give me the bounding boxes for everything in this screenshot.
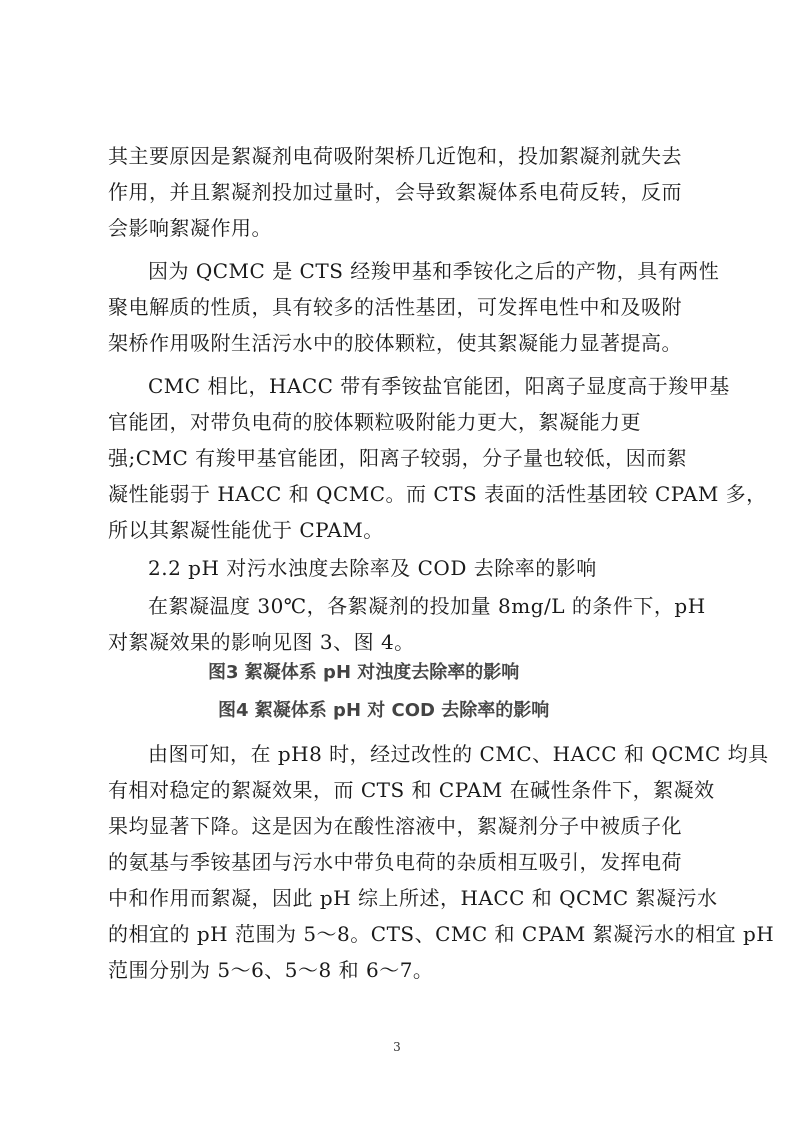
paragraph-2-line-1: 因为 QCMC 是 CTS 经羧甲基和季铵化之后的产物，具有两性 <box>148 259 720 283</box>
paragraph-1-line-3: 会影响絮凝作用。 <box>108 216 272 240</box>
paragraph-4-line-2: 对絮凝效果的影响见图 3、图 4。 <box>108 630 415 654</box>
paragraph-2-line-3: 架桥作用吸附生活污水中的胶体颗粒，使其絮凝能力显著提高。 <box>108 331 682 355</box>
page-number: 3 <box>393 1040 401 1054</box>
paragraph-3-line-5: 所以其絮凝性能优于 CPAM。 <box>108 518 384 542</box>
figure-4-caption: 图4 絮凝体系 pH 对 COD 去除率的影响 <box>218 700 550 721</box>
paragraph-2-line-2: 聚电解质的性质，具有较多的活性基团，可发挥电性中和及吸附 <box>108 295 682 319</box>
paragraph-3-line-2: 官能团，对带负电荷的胶体颗粒吸附能力更大，絮凝能力更 <box>108 410 641 434</box>
figure-3-caption: 图3 絮凝体系 pH 对浊度去除率的影响 <box>208 662 520 683</box>
paragraph-1-line-1: 其主要原因是絮凝剂电荷吸附架桥几近饱和，投加絮凝剂就失去 <box>108 144 682 168</box>
paragraph-5-line-3: 果均显著下降。这是因为在酸性溶液中，絮凝剂分子中被质子化 <box>108 814 682 838</box>
paragraph-3-line-1: CMC 相比，HACC 带有季铵盐官能团，阳离子显度高于羧甲基 <box>148 374 730 398</box>
paragraph-4-line-1: 在絮凝温度 30℃，各絮凝剂的投加量 8mg/L 的条件下，pH <box>148 594 706 618</box>
section-heading: 2.2 pH 对污水浊度去除率及 COD 去除率的影响 <box>148 556 597 580</box>
paragraph-5-line-4: 的氨基与季铵基团与污水中带负电荷的杂质相互吸引，发挥电荷 <box>108 850 682 874</box>
paragraph-5-line-5: 中和作用而絮凝，因此 pH 综上所述，HACC 和 QCMC 絮凝污水 <box>108 886 718 910</box>
paragraph-3-line-4: 凝性能弱于 HACC 和 QCMC。而 CTS 表面的活性基团较 CPAM 多， <box>108 482 767 506</box>
paragraph-5-line-1: 由图可知，在 pH8 时，经过改性的 CMC、HACC 和 QCMC 均具 <box>148 742 769 766</box>
paragraph-1-line-2: 作用，并且絮凝剂投加过量时，会导致絮凝体系电荷反转，反而 <box>108 180 682 204</box>
paragraph-5-line-7: 范围分别为 5～6、5～8 和 6～7。 <box>108 958 434 982</box>
paragraph-5-line-6: 的相宜的 pH 范围为 5～8。CTS、CMC 和 CPAM 絮凝污水的相宜 pH <box>108 922 775 946</box>
paragraph-3-line-3: 强;CMC 有羧甲基官能团，阳离子较弱，分子量也较低，因而絮 <box>108 446 688 470</box>
paragraph-5-line-2: 有相对稳定的絮凝效果，而 CTS 和 CPAM 在碱性条件下，絮凝效 <box>108 778 715 802</box>
